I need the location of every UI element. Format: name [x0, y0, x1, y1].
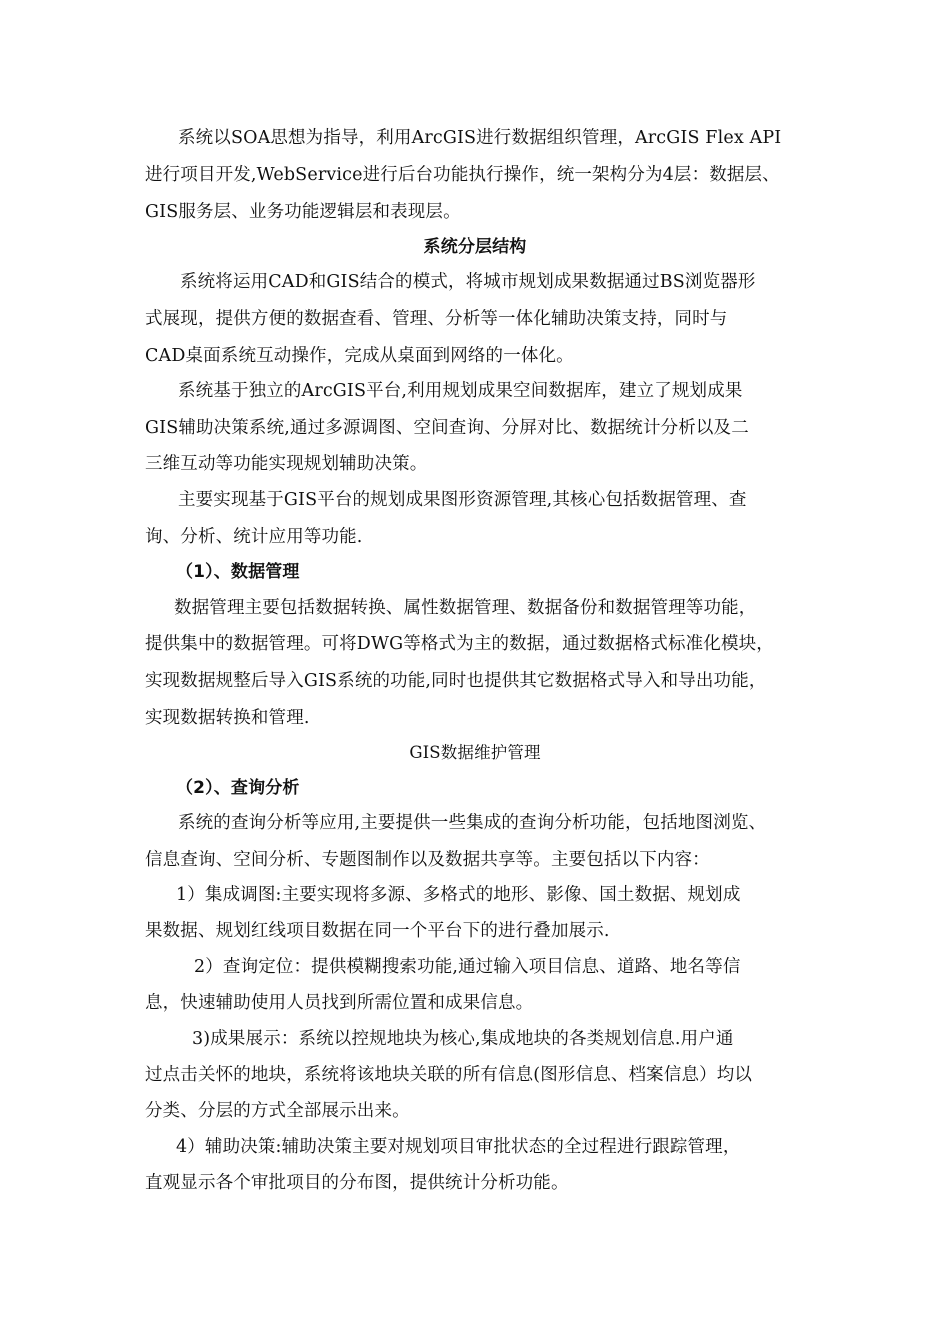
para-core-line-2: 询、分析、统计应用等功能.: [145, 527, 363, 547]
figure-caption-data-maintenance: GIS数据维护管理: [409, 743, 541, 762]
para-cad-line-2: 式展现，提供方便的数据查看、管理、分析等一体化辅助决策支持，同时与: [145, 309, 728, 329]
para-core-line-1: 主要实现基于GIS平台的规划成果图形资源管理,其核心包括数据管理、查: [178, 490, 747, 510]
para-arcgis-line-2: GIS辅助决策系统,通过多源调图、空间查询、分屏对比、数据统计分析以及二: [145, 418, 749, 438]
section-2-line-2: 信息查询、空间分析、专题图制作以及数据共享等。主要包括以下内容：: [145, 850, 710, 870]
figure-caption-layer-structure: 系统分层结构: [423, 237, 527, 257]
para-arcgis-line-1: 系统基于独立的ArcGIS平台,利用规划成果空间数据库，建立了规划成果: [178, 381, 743, 401]
para-arcgis-line-3: 三维互动等功能实现规划辅助决策。: [145, 454, 428, 474]
item-1-line-1: 1）集成调图:主要实现将多源、多格式的地形、影像、国土数据、规划成: [176, 885, 741, 905]
item-2-line-2: 息，快速辅助使用人员找到所需位置和成果信息。: [145, 993, 534, 1013]
section-1-line-1: 数据管理主要包括数据转换、属性数据管理、数据备份和数据管理等功能，: [174, 598, 757, 618]
para-cad-line-1: 系统将运用CAD和GIS结合的模式，将城市规划成果数据通过BS浏览器形: [180, 272, 756, 292]
item-3-line-3: 分类、分层的方式全部展示出来。: [145, 1101, 410, 1121]
item-3-line-1: 3)成果展示：系统以控规地块为核心,集成地块的各类规划信息.用户通: [192, 1029, 734, 1049]
section-1-heading: （1）、数据管理: [176, 562, 300, 582]
item-2-line-1: 2）查询定位：提供模糊搜索功能,通过输入项目信息、道路、地名等信: [194, 957, 741, 977]
item-4-line-1: 4）辅助决策:辅助决策主要对规划项目审批状态的全过程进行跟踪管理，: [176, 1137, 741, 1157]
section-1-line-3: 实现数据规整后导入GIS系统的功能,同时也提供其它数据格式导入和导出功能，: [145, 671, 767, 691]
item-4-line-2: 直观显示各个审批项目的分布图，提供统计分析功能。: [145, 1173, 569, 1193]
intro-line-3: GIS服务层、业务功能逻辑层和表现层。: [145, 202, 461, 222]
section-2-line-1: 系统的查询分析等应用,主要提供一些集成的查询分析功能，包括地图浏览、: [178, 813, 767, 833]
para-cad-line-3: CAD桌面系统互动操作，完成从桌面到网络的一体化。: [145, 346, 574, 366]
section-1-line-4: 实现数据转换和管理.: [145, 708, 310, 728]
intro-line-2: 进行项目开发,WebService进行后台功能执行操作，统一架构分为4层：数据层、: [145, 165, 780, 185]
section-1-line-2: 提供集中的数据管理。可将DWG等格式为主的数据，通过数据格式标准化模块，: [145, 634, 774, 654]
item-1-line-2: 果数据、规划红线项目数据在同一个平台下的进行叠加展示.: [145, 921, 610, 941]
intro-line-1: 系统以SOA思想为指导，利用ArcGIS进行数据组织管理，ArcGIS Flex API: [178, 128, 782, 148]
item-3-line-2: 过点击关怀的地块，系统将该地块关联的所有信息(图形信息、档案信息）均以: [145, 1065, 753, 1085]
section-2-heading: （2）、查询分析: [176, 778, 300, 798]
